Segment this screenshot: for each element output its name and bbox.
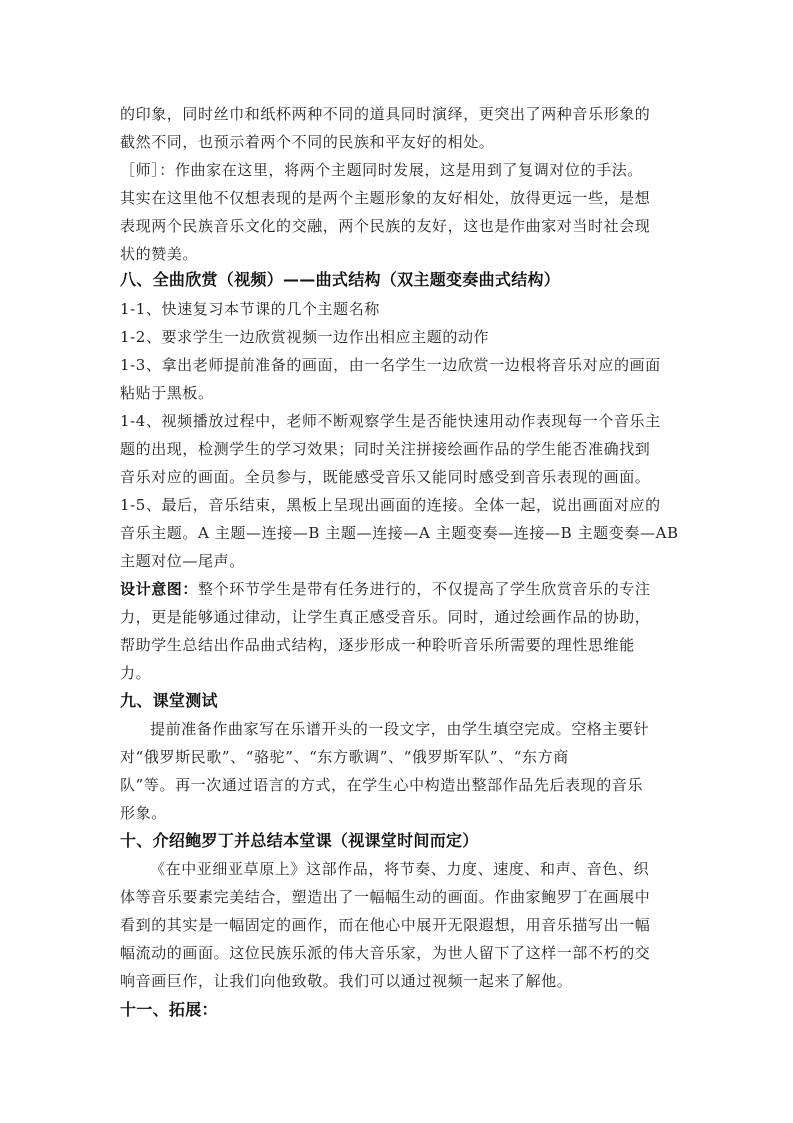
text-line: ［师］：作曲家在这里，将两个主题同时发展，这是用到了复调对位的手法。 <box>120 161 643 179</box>
text-line: 幅流动的画面。这位民族乐派的伟大音乐家，为世人留下了这样一部不朽的交 <box>120 944 651 962</box>
text-line: 音乐主题。A 主题—连接—B 主题—连接—A 主题变奏—连接—B 主题变奏—AB <box>120 524 679 542</box>
text-line: 体等音乐要素完美结合，塑造出了一幅幅生动的画面。作曲家鲍罗丁在画展中 <box>120 888 651 906</box>
text-line: 1-4、视频播放过程中，老师不断观察学生是否能快速用动作表现每一个音乐主 <box>120 412 661 430</box>
text-line: 其实在这里他不仅想表现的是两个主题形象的友好相处，放得更远一些，是想 <box>120 189 651 207</box>
text-line: 主题对位—尾声。 <box>120 552 245 570</box>
text-line: 截然不同，也预示着两个不同的民族和平友好的相处。 <box>120 133 495 151</box>
text-line: 对“俄罗斯民歌”、“骆驼”、“东方歌调”、“俄罗斯军队”、“东方商 <box>120 748 569 766</box>
text-line: 力。 <box>120 664 152 682</box>
text-line: 1-2、要求学生一边欣赏视频一边作出相应主题的动作 <box>120 328 490 346</box>
text-line: 《在中亚细亚草原上》这部作品，将节奏、力度、速度、和声、音色、织 <box>150 860 650 878</box>
design-intent-label: 设计意图： <box>120 580 199 598</box>
text-line: 队”等。再一次通过语言的方式，在学生心中构造出整部作品先后表现的音乐 <box>120 776 644 794</box>
text-line: 音乐对应的画面。全员参与，既能感受音乐又能同时感受到音乐表现的画面。 <box>120 468 651 486</box>
text-line: 提前准备作曲家写在乐谱开头的一段文字，由学生填空完成。空格主要针 <box>150 720 650 738</box>
design-intent-line <box>120 579 680 599</box>
text-line: 1-5、最后，音乐结束，黑板上呈现出画面的连接。全体一起，说出画面对应的 <box>120 496 661 514</box>
text-line: 力，更是能够通过律动，让学生真正感受音乐。同时，通过绘画作品的协助， <box>120 608 651 626</box>
text-line: 响音画巨作，让我们向他致敬。我们可以通过视频一起来了解他。 <box>120 972 573 990</box>
text-line: 看到的其实是一幅固定的画作，而在他心中展开无限遐想，用音乐描写出一幅 <box>120 916 651 934</box>
text-line: 帮助学生总结出作品曲式结构，逐步形成一种聆听音乐所需要的理性思维能 <box>120 636 635 654</box>
text-line: 题的出现，检测学生的学习效果；同时关注拼接绘画作品的学生能否准确找到 <box>120 440 651 458</box>
text-line: 粘贴于黑板。 <box>120 384 214 402</box>
text-line: 的印象，同时丝巾和纸杯两种不同的道具同时演绎，更突出了两种音乐形象的 <box>120 105 651 123</box>
design-intent-text: 整个环节学生是带有任务进行的，不仅提高了学生欣赏音乐的专注 <box>198 580 651 598</box>
section-heading: 十一、拓展： <box>120 1000 218 1019</box>
text-line: 1-1、快速复习本节课的几个主题名称 <box>120 300 380 318</box>
text-line: 形象。 <box>120 804 167 822</box>
text-line: 1-3、拿出老师提前准备的画面，由一名学生一边欣赏一边根将音乐对应的画面 <box>120 356 661 374</box>
text-line: 状的赞美。 <box>120 245 199 263</box>
section-heading: 八、全曲欣赏（视频）——曲式结构（双主题变奏曲式结构） <box>120 270 561 289</box>
section-heading: 九、课堂测试 <box>120 691 218 710</box>
text-line: 表现两个民族音乐文化的交融，两个民族的友好，这也是作曲家对当时社会现 <box>120 217 651 235</box>
section-heading: 十、介绍鲍罗丁并总结本堂课（视课堂时间而定） <box>120 831 479 850</box>
